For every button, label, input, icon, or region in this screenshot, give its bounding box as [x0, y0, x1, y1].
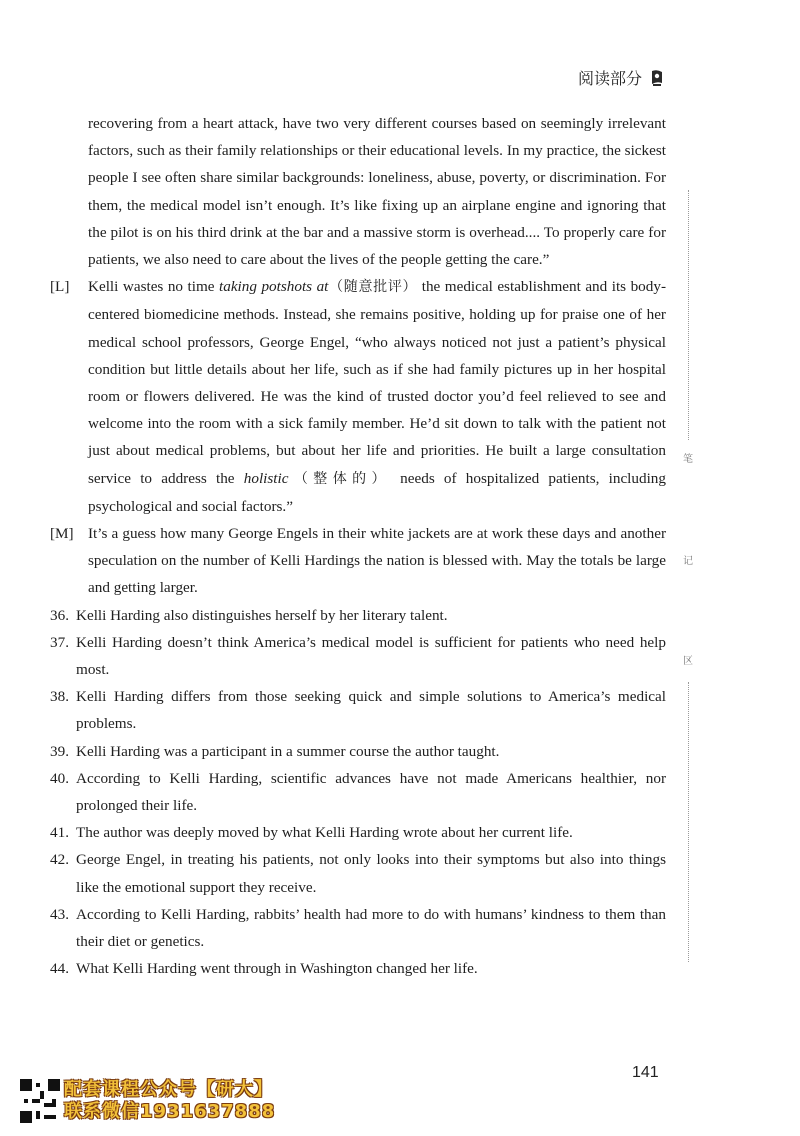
chinese-gloss: （随意批评） — [328, 279, 418, 296]
chinese-gloss: （整体的） — [288, 470, 391, 487]
question-text: Kelli Harding differs from those seeking quick and simple solutions to America’s medical problems. — [76, 688, 666, 733]
paragraph-m — [50, 520, 666, 602]
passage-continuation: recovering from a heart attack, have two very different courses based on seemingly irrelevant factors, such as their family relationships or their educational levels. In my practice, the sickest people I see often share similar backgrounds: loneliness, abuse, poverty, or discrimination. For them, the medical model isn’t enough. It’s like fixing up an airplane engine and ignoring that the pilot is on his third drink at the bar and a massive storm is overhead.... To properly care for patients, we also need to care about the lives of the people getting the care.” — [88, 115, 666, 269]
question-item — [50, 738, 666, 765]
promo-banner — [20, 1078, 275, 1124]
question-text: Kelli Harding doesn’t think America’s medical model is sufficient for patients who need help most. — [76, 633, 666, 679]
question-number: 43. — [50, 905, 69, 923]
question-item — [50, 901, 666, 955]
question-number: 38. — [50, 688, 69, 706]
paragraph-text: the medical establishment and its body-centered biomedicine methods. Instead, she remains positive, holding up for praise one of her medical school professors, George Engel, “who always noticed not just a patient’s physical condition but little details about her life, such as if she had family pictures up in her hospital room or flowers delivered. He was the kind of trusted doctor you’d feel relieved to see and welcome into the room with a sick family member. He’d sit down to talk with the patient not just about medical problems, but about her life and priorities. He built a large consultation service to address the — [88, 278, 667, 487]
question-text: Kelli Harding was a participant in a summer course the author taught. — [76, 742, 500, 760]
question-number: 40. — [50, 769, 69, 787]
question-number: 41. — [50, 824, 69, 842]
section-title: 阅读部分 — [577, 69, 642, 88]
question-text: Kelli Harding also distinguishes herself by her literary talent. — [76, 606, 448, 624]
question-item — [50, 683, 666, 737]
question-number: 36. — [50, 606, 69, 624]
paragraph-text: needs of hospitalized patients, including psychological and social factors.” — [88, 469, 666, 515]
question-item — [50, 602, 666, 629]
passage-content — [50, 110, 666, 983]
question-number: 37. — [50, 633, 69, 651]
promo-line: 配套课程公众号【研大】 — [64, 1079, 273, 1100]
page-header — [578, 66, 664, 89]
paragraph-label: [L] — [50, 278, 70, 296]
notes-label-char: 区 — [683, 656, 693, 667]
question-number: 44. — [50, 960, 69, 978]
paragraph-text: Kelli wastes no time — [88, 278, 219, 296]
question-item — [50, 819, 666, 846]
question-item — [50, 629, 666, 683]
question-text: George Engel, in treating his patients, not only looks into their symptoms but also into things like the emotional support they receive. — [76, 851, 666, 896]
page-number: 141 — [632, 1064, 659, 1081]
paragraph-l — [50, 273, 666, 520]
notes-label-char: 笔 — [683, 454, 693, 465]
notes-divider — [688, 190, 689, 440]
question-number: 42. — [50, 851, 69, 869]
qr-code-icon — [20, 1078, 60, 1124]
question-item — [50, 765, 666, 819]
question-list — [50, 602, 666, 983]
question-text: What Kelli Harding went through in Washington changed her life. — [76, 960, 478, 978]
question-number: 39. — [50, 742, 69, 760]
notes-divider — [688, 682, 689, 962]
emphasis-term: holistic — [243, 469, 289, 487]
paragraph-label: [M] — [50, 525, 74, 543]
promo-line: 联系微信1931637888 — [64, 1101, 276, 1122]
question-text: According to Kelli Harding, rabbits’ health had more to do with humans’ kindness to them than their diet or genetics. — [76, 905, 666, 951]
emphasis-term: taking potshots at — [219, 278, 329, 296]
notes-label-char: 记 — [683, 556, 693, 567]
paragraph-text: It’s a guess how many George Engels in their white jackets are at work these days and another speculation on the number of Kelli Hardings the nation is blessed with. May the totals be large and getting larger. — [88, 525, 666, 597]
question-item — [50, 955, 666, 982]
reading-badge-icon — [650, 69, 664, 87]
question-text: The author was deeply moved by what Kelli Harding wrote about her current life. — [76, 824, 573, 842]
question-text: According to Kelli Harding, scientific advances have not made Americans healthier, nor prolonged their life. — [76, 769, 666, 815]
question-item — [50, 846, 666, 900]
